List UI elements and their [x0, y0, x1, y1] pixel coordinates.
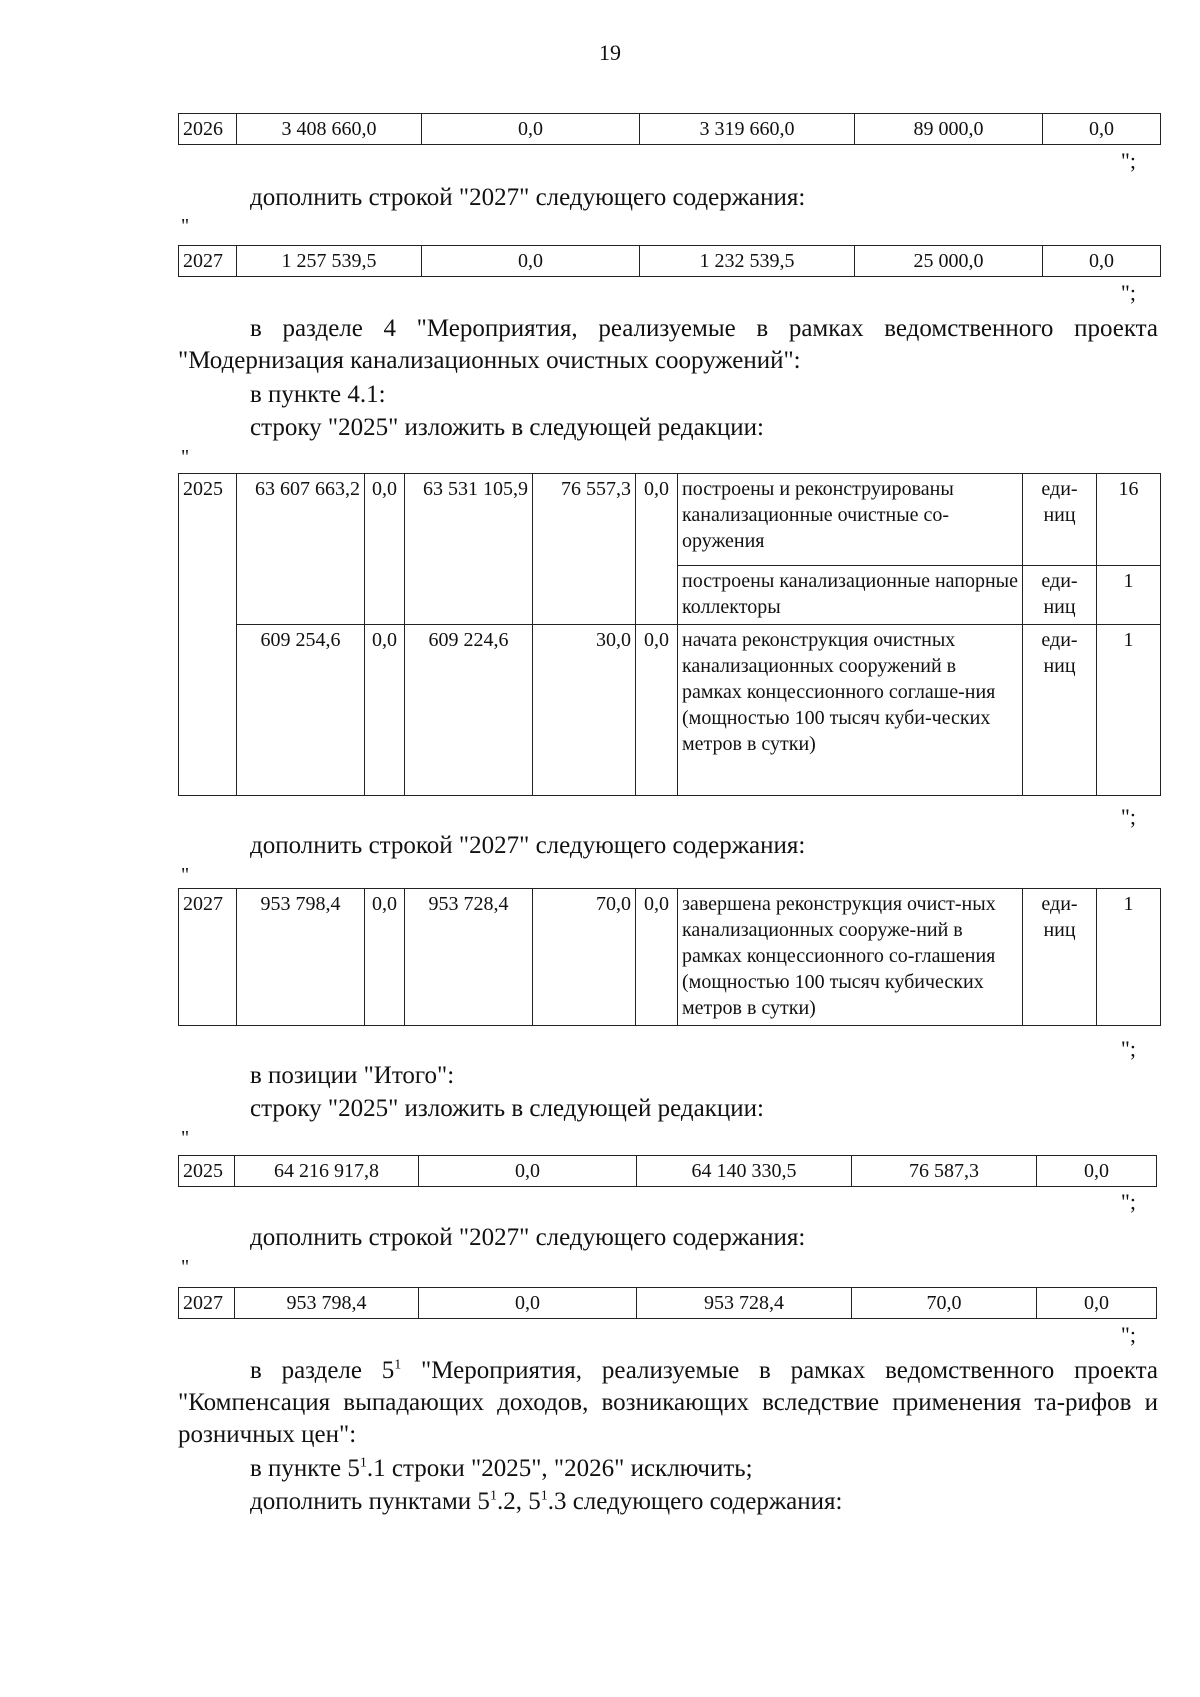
cell-local: 76 587,3: [852, 1156, 1037, 1187]
cell-total: 953 798,4: [235, 1288, 419, 1319]
quote-open: ": [181, 1256, 190, 1278]
table-row: [179, 1288, 1157, 1319]
section4-intro: в разделе 4 "Мероприятия, реализуемые в рамках ведомственного проекта "Модернизация канализационных очистных сооружений":: [178, 315, 1158, 374]
cell-local: 70,0: [533, 889, 636, 1026]
cell-regional: 1 232 539,5: [640, 246, 855, 277]
point-4-1: в пункте 4.1:: [250, 381, 386, 408]
table-row: [179, 474, 1161, 566]
cell-regional: 953 728,4: [637, 1288, 852, 1319]
cell-regional: 63 531 105,9: [405, 474, 533, 625]
add-points-sup1: 1: [489, 1488, 497, 1504]
section5-post: "Мероприятия, реализуемые в рамках ведомственного проекта "Компенсация выпадающих доходов, возникающих вследствие применения та-рифов и розничных цен":: [178, 1357, 1158, 1448]
quote-open: ": [181, 215, 190, 237]
add-points-post: .3 следующего содержания:: [547, 1488, 843, 1515]
cell-federal: 0,0: [365, 625, 405, 796]
quote-close: ";: [1120, 1189, 1136, 1214]
table-row-2025-total: [178, 1155, 1157, 1187]
quote-open: ": [181, 446, 190, 468]
table-row: [179, 625, 1161, 796]
cell-regional: 64 140 330,5: [637, 1156, 852, 1187]
cell-unit: еди-ниц: [1023, 566, 1097, 625]
cell-local: 30,0: [533, 625, 636, 796]
cell-federal: 0,0: [365, 889, 405, 1026]
cell-unit: еди-ниц: [1023, 889, 1097, 1026]
point51-post: .1 строки "2025", "2026" исключить;: [366, 1455, 753, 1482]
table-row-2027-total: [178, 1287, 1157, 1319]
cell-local: 89 000,0: [855, 114, 1043, 145]
cell-other: 0,0: [636, 474, 678, 625]
cell-result-text: начата реконструкция очистных канализационных сооружений в рамках концессионного соглаше-ния (мощностью 100 тысяч куби-ческих метров в сутки): [678, 625, 1023, 796]
point-5-1-1: [250, 1453, 753, 1485]
quote-close: ";: [1120, 148, 1136, 173]
table-row: [179, 114, 1161, 145]
cell-unit: еди-ниц: [1023, 625, 1097, 796]
table-row: [179, 1156, 1157, 1187]
cell-federal: 0,0: [419, 1288, 637, 1319]
cell-value: 16: [1097, 474, 1161, 566]
cell-value: 1: [1097, 566, 1161, 625]
quote-close: ";: [1120, 1036, 1136, 1061]
table-row-2026: [178, 113, 1161, 145]
cell-year: 2025: [179, 1156, 235, 1187]
line-add-2027-c: дополнить строкой "2027" следующего содержания:: [250, 1224, 806, 1251]
line-add-2027-a: дополнить строкой "2027" следующего содержания:: [250, 184, 806, 211]
cell-other: 0,0: [1043, 246, 1161, 277]
cell-total: 63 607 663,2: [237, 474, 365, 625]
cell-value: 1: [1097, 889, 1161, 1026]
section5-intro: [178, 1355, 1158, 1451]
point51-sup: 1: [359, 1455, 367, 1471]
cell-local: 70,0: [852, 1288, 1037, 1319]
line-add-2027-b: дополнить строкой "2027" следующего содержания:: [250, 832, 806, 859]
cell-unit: еди-ниц: [1023, 474, 1097, 566]
cell-year: 2027: [179, 246, 237, 277]
cell-total: 3 408 660,0: [237, 114, 422, 145]
cell-total: 64 216 917,8: [235, 1156, 419, 1187]
cell-result-text: построены канализационные напорные коллекторы: [678, 566, 1023, 625]
section5-pre: в разделе 5: [250, 1357, 395, 1384]
cell-other: 0,0: [1043, 114, 1161, 145]
cell-federal: 0,0: [419, 1156, 637, 1187]
cell-result-text: построены и реконструированы канализационные очистные со-оружения: [678, 474, 1023, 566]
point51-pre: в пункте 5: [250, 1455, 360, 1482]
cell-regional: 609 224,6: [405, 625, 533, 796]
cell-year: 2027: [179, 1288, 235, 1319]
cell-federal: 0,0: [422, 114, 640, 145]
section5-sup: 1: [394, 1357, 402, 1373]
cell-regional: 3 319 660,0: [640, 114, 855, 145]
quote-close: ";: [1120, 804, 1136, 829]
cell-total: 953 798,4: [237, 889, 365, 1026]
table-2027-measures: [178, 888, 1161, 1026]
quote-close: ";: [1120, 280, 1136, 305]
table-row: [179, 889, 1161, 1026]
cell-other: 0,0: [636, 889, 678, 1026]
cell-result-text: завершена реконструкция очист-ных канализационных сооруже-ний в рамках концессионного со-глашения (мощностью 100 тысяч кубических метров в сутки): [678, 889, 1023, 1026]
cell-federal: 0,0: [422, 246, 640, 277]
quote-open: ": [181, 864, 190, 886]
line-row-2025-b: строку "2025" изложить в следующей редакции:: [250, 1095, 764, 1122]
cell-year: 2026: [179, 114, 237, 145]
cell-other: 0,0: [1037, 1156, 1157, 1187]
cell-federal: 0,0: [365, 474, 405, 625]
quote-open: ": [181, 1127, 190, 1149]
line-itogo: в позиции "Итого":: [250, 1062, 455, 1089]
cell-year: 2025: [179, 474, 237, 796]
add-points-mid: .2, 5: [496, 1488, 541, 1515]
cell-other: 0,0: [1037, 1288, 1157, 1319]
add-points-pre: дополнить пунктами 5: [250, 1488, 490, 1515]
line-row-2025: строку "2025" изложить в следующей редакции:: [250, 414, 764, 441]
cell-total: 609 254,6: [237, 625, 365, 796]
cell-local: 76 557,3: [533, 474, 636, 625]
cell-regional: 953 728,4: [405, 889, 533, 1026]
cell-value: 1: [1097, 625, 1161, 796]
cell-other: 0,0: [636, 625, 678, 796]
add-points: [250, 1486, 842, 1518]
table-2025-measures: [178, 473, 1161, 796]
cell-local: 25 000,0: [855, 246, 1043, 277]
cell-year: 2027: [179, 889, 237, 1026]
table-row-2027-a: [178, 245, 1161, 277]
page-number: 19: [599, 40, 621, 65]
cell-total: 1 257 539,5: [237, 246, 422, 277]
table-row: [179, 246, 1161, 277]
add-points-sup2: 1: [540, 1488, 548, 1504]
quote-close: ";: [1120, 1322, 1136, 1347]
